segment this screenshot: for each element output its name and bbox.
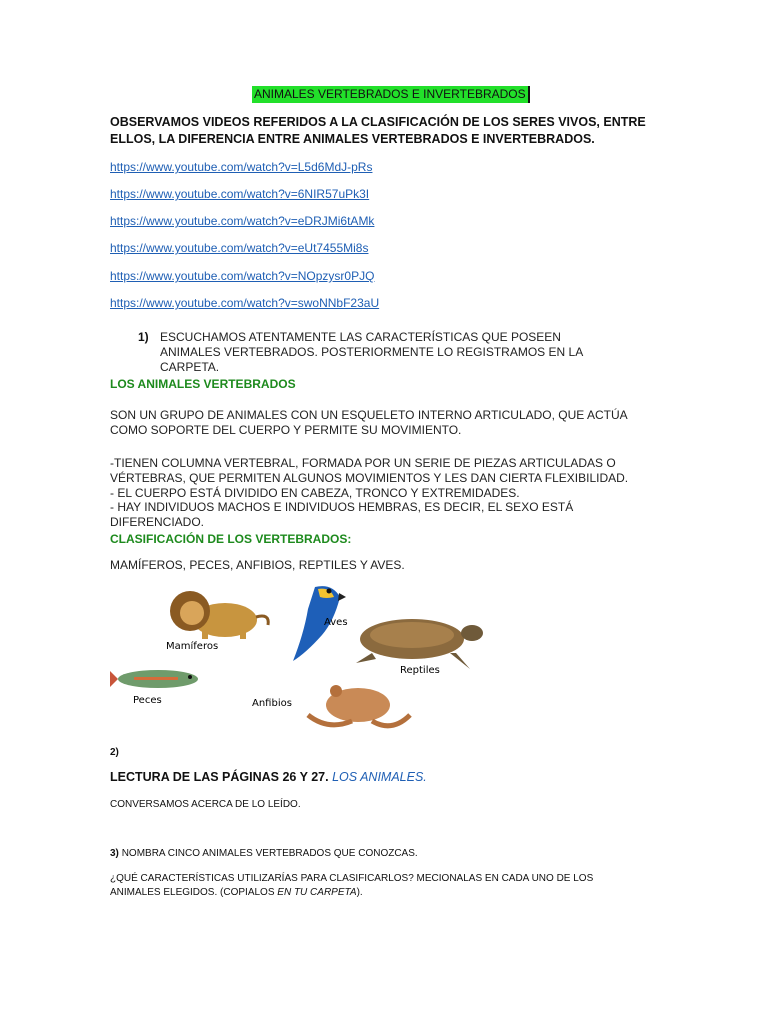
fish-illustration (110, 670, 198, 688)
task3-question-end: ). (356, 887, 363, 898)
video-link-5[interactable]: https://www.youtube.com/watch?v=NOpzysr0PJQ (110, 269, 375, 283)
video-link-4[interactable]: https://www.youtube.com/watch?v=eUt7455Mi8s (110, 241, 369, 255)
task3-question-text: ¿QUÉ CARACTERÍSTICAS UTILIZARÍAS PARA CLASIFICARLOS? MECIONALAS EN CADA UNO DE LOS ANIMALES ELEGIDOS. (COPIALOS (110, 873, 594, 898)
video-link-2[interactable]: https://www.youtube.com/watch?v=6NIR57uPk3I (110, 187, 370, 201)
task3-question (110, 872, 640, 900)
frog-illustration (308, 685, 410, 726)
characteristic-bullet-1: -TIENEN COLUMNA VERTEBRAL, FORMADA POR UN SERIE DE PIEZAS ARTICULADAS O VÉRTEBRAS, QUE PERMITEN ALGUNOS MOVIMIENTOS Y LES DAN CIERTA FLEXIBILIDAD. (110, 456, 629, 485)
lion-illustration (170, 591, 268, 639)
task2-heading-link: LOS ANIMALES. (332, 770, 427, 784)
section-heading-clasificacion: CLASIFICACIÓN DE LOS VERTEBRADOS: (110, 532, 352, 546)
task2-heading-text: LECTURA DE LAS PÁGINAS 26 Y 27. (110, 770, 329, 784)
caption-aves: Aves (324, 617, 348, 628)
video-link-6[interactable]: https://www.youtube.com/watch?v=swoNNbF23aU (110, 296, 380, 310)
task2-number: 2) (110, 747, 119, 758)
task2-sub: CONVERSAMOS ACERCA DE LO LEÍDO. (110, 799, 301, 810)
caption-reptiles: Reptiles (400, 665, 440, 676)
task3-question-em: EN TU CARPETA (277, 887, 357, 898)
section-heading-vertebrados: LOS ANIMALES VERTEBRADOS (110, 377, 296, 391)
caption-peces: Peces (133, 695, 162, 706)
document-title: ANIMALES VERTEBRADOS E INVERTEBRADOS (252, 86, 530, 103)
classification-list: MAMÍFEROS, PECES, ANFIBIOS, REPTILES Y AVES. (110, 558, 405, 572)
vertebrates-illustration (110, 575, 485, 735)
definition-paragraph: SON UN GRUPO DE ANIMALES CON UN ESQUELETO INTERNO ARTICULADO, QUE ACTÚA COMO SOPORTE DEL CUERPO Y PERMITE SU MOVIMIENTO. (110, 408, 627, 437)
video-link-3[interactable]: https://www.youtube.com/watch?v=eDRJMi6tAMk (110, 214, 375, 228)
characteristic-bullet-2: - EL CUERPO ESTÁ DIVIDIDO EN CABEZA, TRONCO Y EXTREMIDADES. (110, 486, 520, 500)
turtle-illustration (356, 619, 483, 669)
task2-heading (110, 770, 427, 784)
task1-number: 1) (138, 330, 149, 344)
task1-text: ESCUCHAMOS ATENTAMENTE LAS CARACTERÍSTICAS QUE POSEEN ANIMALES VERTEBRADOS. POSTERIORMENTE LO REGISTRAMOS EN LA CARPETA. (160, 330, 583, 374)
task3-line (110, 848, 418, 859)
task3-text: NOMBRA CINCO ANIMALES VERTEBRADOS QUE CONOZCAS. (121, 848, 418, 859)
video-link-1[interactable]: https://www.youtube.com/watch?v=L5d6MdJ-pRs (110, 160, 373, 174)
caption-mamiferos: Mamíferos (166, 641, 219, 652)
task3-number: 3) (110, 848, 119, 859)
vertebrates-svg (110, 575, 485, 735)
characteristic-bullet-3: - HAY INDIVIDUOS MACHOS E INDIVIDUOS HEMBRAS, ES DECIR, EL SEXO ESTÁ DIFERENCIADO. (110, 500, 574, 529)
caption-anfibios: Anfibios (252, 698, 292, 709)
intro-paragraph: OBSERVAMOS VIDEOS REFERIDOS A LA CLASIFICACIÓN DE LOS SERES VIVOS, ENTRE ELLOS, LA DIFERENCIA ENTRE ANIMALES VERTEBRADOS E INVERTEBRADOS. (110, 115, 646, 146)
